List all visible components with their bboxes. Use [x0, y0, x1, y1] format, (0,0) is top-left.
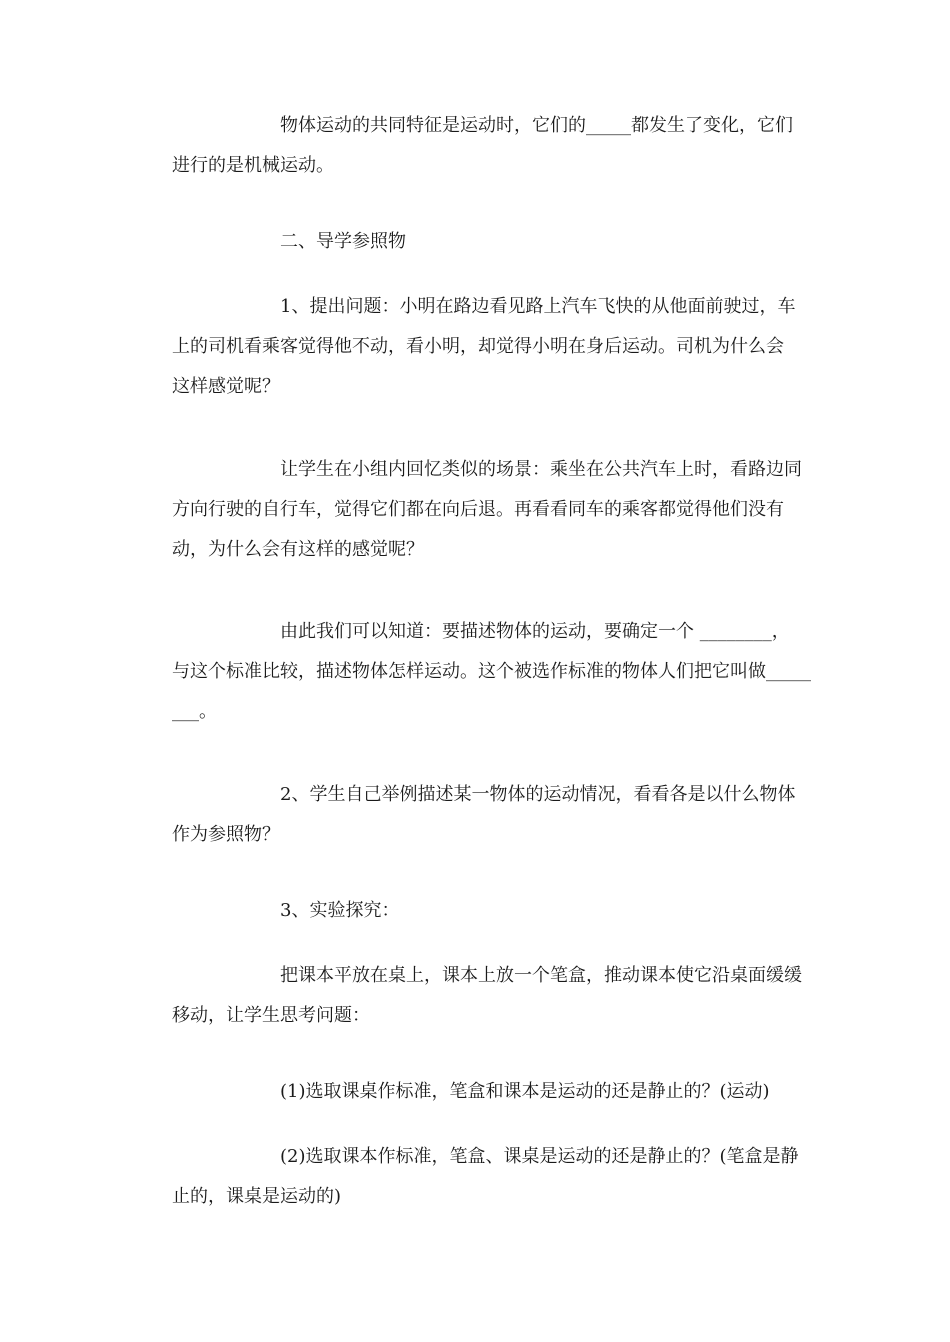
paragraph-experiment-setup [172, 956, 837, 1036]
text-line: 让学生在小组内回忆类似的场景：乘坐在公共汽车上时，看路边同 [280, 459, 802, 480]
text-line: 进行的是机械运动。 [172, 155, 334, 176]
text-line: 与这个标准比较，描述物体怎样运动。这个被选作标准的物体人们把它叫做_____ [172, 661, 811, 682]
paragraph-question-1 [172, 287, 837, 407]
text-line: 动，为什么会有这样的感觉呢？ [172, 539, 424, 560]
text-line: 物体运动的共同特征是运动时，它们的_____都发生了变化，它们 [280, 115, 793, 136]
text-line: 止的，课桌是运动的) [172, 1186, 342, 1207]
paragraph-question-2 [172, 775, 837, 855]
text-line: 移动，让学生思考问题： [172, 1005, 370, 1026]
paragraph-experiment-q1 [172, 1072, 837, 1112]
text-line: 二、导学参照物 [280, 231, 406, 252]
text-line: 3、实验探究： [280, 900, 400, 921]
paragraph-conclusion [172, 612, 837, 732]
paragraph-experiment-heading [172, 891, 837, 931]
paragraph-motion-feature [172, 106, 837, 186]
text-line: ___。 [172, 701, 217, 722]
text-line: 上的司机看乘客觉得他不动，看小明，却觉得小明在身后运动。司机为什么会 [172, 336, 784, 357]
paragraph-experiment-q2 [172, 1137, 837, 1217]
text-line: 方向行驶的自行车，觉得它们都在向后退。再看看同车的乘客都觉得他们没有 [172, 499, 784, 520]
text-line: 把课本平放在桌上，课本上放一个笔盒，推动课本使它沿桌面缓缓 [280, 965, 802, 986]
text-line: (1)选取课桌作标准，笔盒和课本是运动的还是静止的？(运动) [280, 1081, 770, 1102]
text-line: 这样感觉呢？ [172, 376, 280, 397]
text-line: (2)选取课本作标准，笔盒、课桌是运动的还是静止的？(笔盒是静 [280, 1146, 799, 1167]
text-line: 作为参照物？ [172, 824, 280, 845]
section-heading-reference-object [172, 222, 837, 262]
text-line: 1、提出问题：小明在路边看见路上汽车飞快的从他面前驶过，车 [280, 296, 796, 317]
text-line: 由此我们可以知道：要描述物体的运动，要确定一个 ________， [280, 621, 790, 642]
text-line: 2、学生自己举例描述某一物体的运动情况，看看各是以什么物体 [280, 784, 796, 805]
paragraph-group-recall [172, 450, 837, 570]
